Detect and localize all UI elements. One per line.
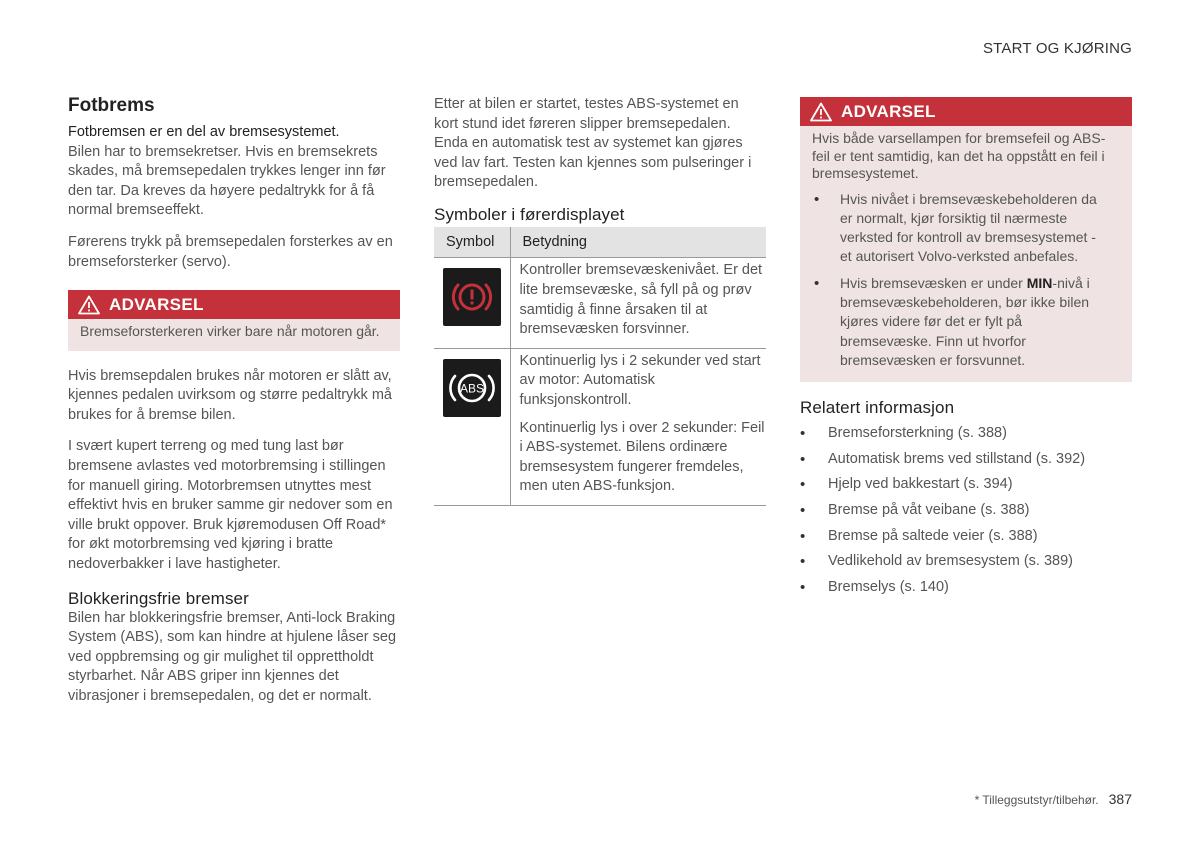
page-number: 387: [1108, 791, 1132, 807]
list-item: • Hvis nivået i bremsevæskebeholderen da er normalt, kjør forsiktig til nærmeste verksted for kontroll av bremsesystemet - et autorisert Volvo-verksted anbefales.: [812, 190, 1120, 267]
related-list: [800, 424, 1132, 597]
related-link[interactable]: • Bremse på saltede veier (s. 388): [800, 527, 1132, 547]
warning-triangle-icon: [810, 102, 832, 122]
warning-label: ADVARSEL: [109, 294, 204, 314]
warning-label: ADVARSEL: [841, 101, 936, 121]
lead-text: Fotbremsen er en del av bremsesystemet.: [68, 124, 340, 140]
column-header-symbol: Symbol: [434, 227, 510, 258]
warning-header: [800, 97, 1132, 126]
symbol-table: [434, 227, 766, 506]
related-link[interactable]: • Bremselys (s. 140): [800, 578, 1132, 598]
related-link[interactable]: • Vedlikehold av bremsesystem (s. 389): [800, 552, 1132, 572]
column-right: [800, 97, 1132, 597]
table-row: [434, 258, 766, 348]
warning-text: Bremseforsterkeren virker bare når motoren går.: [80, 323, 380, 340]
paragraph: Bilen har to bremsekretser. Hvis en bremsekrets skades, må bremsepedalen trykkes lenger inn før den tar. Da kreves da høyere pedaltrykk for å få normal bremseeffekt.: [68, 143, 386, 219]
brake-fluid-warning-icon: [443, 268, 501, 326]
warning-bullet-list: [812, 190, 1120, 371]
footnote: * Tilleggsutstyr/tilbehør.: [974, 793, 1099, 807]
table-row: [434, 348, 766, 505]
paragraph: I svært kupert terreng og med tung last bør bremsene avlastes ved motorbremsing i stillingen for manuell giring. Motorbremsen utnyttes mest effektivt hvis en bruker samme gir nedover som en ville brukt oppover. Bruk kjøremodusen Off Road* for økt motorbremsing ved kjøring i bratte nedoverbakker i lave hastigheter.: [68, 438, 393, 572]
paragraph: Etter at bilen er startet, testes ABS-systemet en kort stund idet føreren slipper bremsepedalen. Enda en automatisk test av systemet kan gjøres ved lav fart. Testen kan kjennes som pulseringer i bremsepedalen.: [434, 96, 752, 191]
table-cell-text: Kontroller bremsevæskenivået. Er det lite bremsevæske, så fyll på og prøv samtidig å finne årsaken til at bremsevæsken forsvinner.: [519, 262, 763, 338]
related-link[interactable]: • Bremseforsterkning (s. 388): [800, 424, 1132, 444]
warning-box: [800, 97, 1132, 382]
warning-box: [68, 290, 400, 351]
column-middle: [434, 95, 766, 506]
footer: [975, 791, 1132, 807]
related-link[interactable]: • Bremse på våt veibane (s. 388): [800, 501, 1132, 521]
table-cell-text: Kontinuerlig lys i over 2 sekunder: Feil i ABS-systemet. Bilens ordinære bremsesystem fungerer fremdeles, men uten ABS-funksjon.: [519, 419, 765, 495]
related-title: Relatert informasjon: [800, 398, 955, 418]
page-title: Fotbrems: [68, 95, 155, 116]
svg-text:ABS: ABS: [459, 381, 485, 396]
list-item: • Hvis bremsevæsken er under MIN-nivå i bremsevæskebeholderen, bør ikke bilen kjøres videre før det er fylt på bremsevæske. Finn ut hvorfor bremsevæsken er forsvunnet.: [812, 274, 1120, 370]
section-header: START OG KJØRING: [982, 40, 1132, 57]
section-subtitle: Blokkeringsfrie bremser: [68, 588, 249, 608]
warning-header: [68, 290, 400, 319]
warning-triangle-icon: [78, 295, 100, 315]
paragraph: Førerens trykk på bremsepedalen forsterkes av en bremseforsterker (servo).: [68, 233, 393, 270]
table-cell-text: Kontinuerlig lys i 2 sekunder ved start av motor: Automatisk funksjonskontroll.: [519, 352, 761, 409]
column-header-meaning: Betydning: [510, 227, 766, 258]
paragraph: Hvis bremsepdalen brukes når motoren er slått av, kjennes pedalen uvirksom og større pedaltrykk må brukes for å bremse bilen.: [68, 367, 392, 423]
column-left: [68, 95, 400, 707]
related-link[interactable]: • Automatisk brems ved stillstand (s. 392): [800, 450, 1132, 470]
related-link[interactable]: • Hjelp ved bakkestart (s. 394): [800, 475, 1132, 495]
paragraph: Bilen har blokkeringsfrie bremser, Anti-lock Braking System (ABS), som kan hindre at hjulene låser seg ved oppbremsing og gir mulighet til opprettholdt styrbarhet. Når ABS griper inn kjennes det vibrasjoner i bremsepedalen, og det er normalt.: [68, 609, 397, 704]
table-title: Symboler i førerdisplayet: [434, 204, 625, 224]
warning-text: Hvis både varsellampen for bremsefeil og ABS-feil er tent samtidig, kan det ha oppstått en feil i bremsesystemet.: [812, 130, 1106, 181]
table-header-row: [434, 227, 766, 258]
abs-warning-icon: [443, 359, 501, 417]
